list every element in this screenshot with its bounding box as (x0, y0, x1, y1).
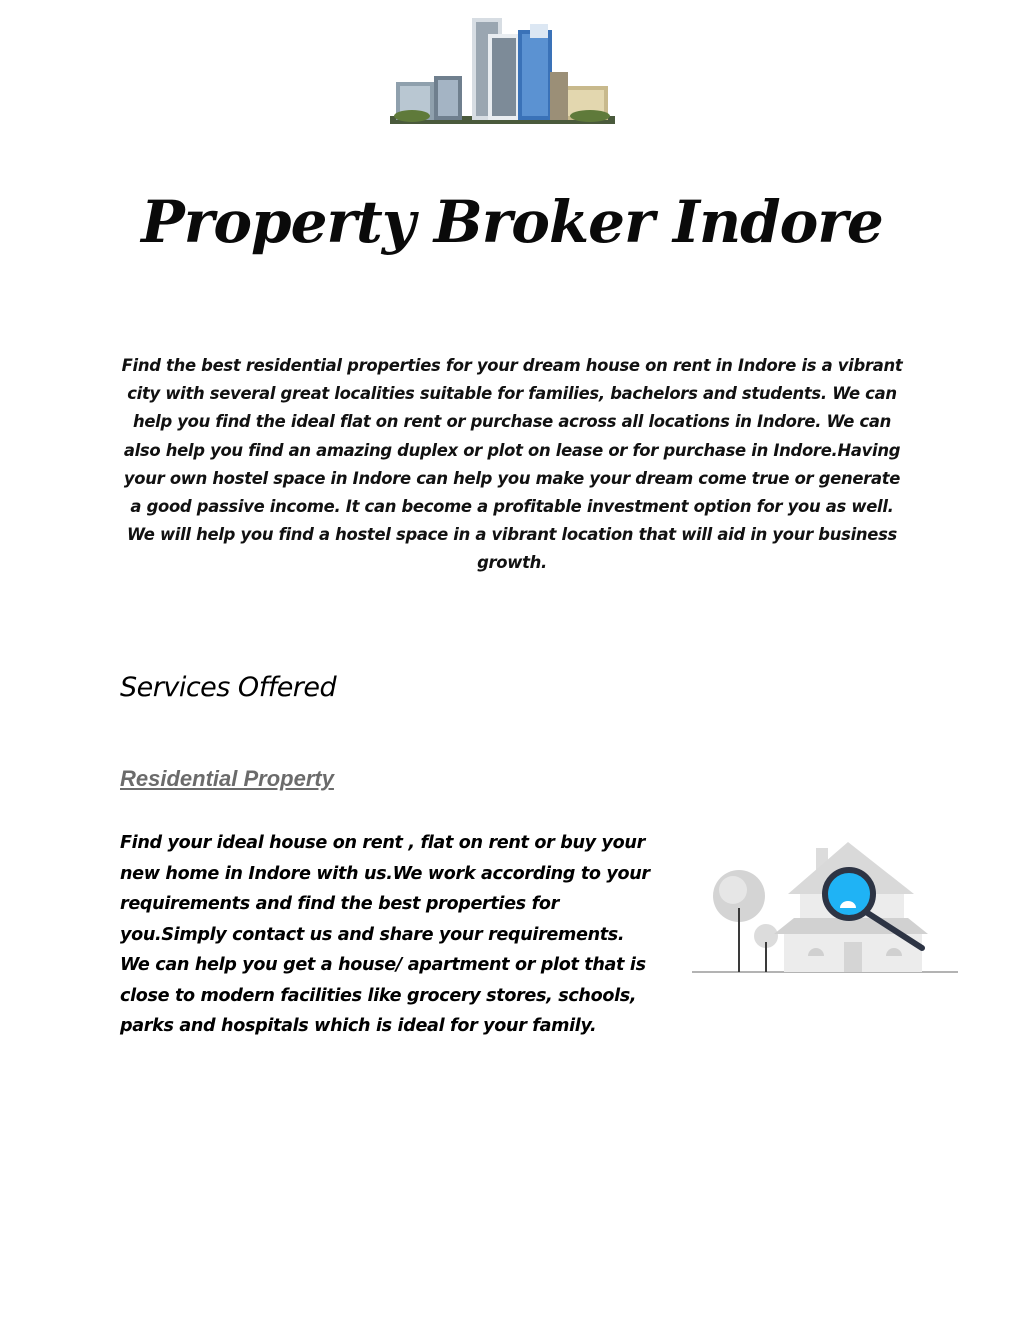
services-heading: Services Offered (120, 672, 337, 703)
service-title-residential[interactable]: Residential Property (120, 766, 334, 791)
service-description-residential: Find your ideal house on rent , flat on rent or buy your new home in Indore with us.We work according to your requirements and find the best properties for you.Simply contact us and share your requirements. We can help you get a house/ apartment or plot that is close to modern facilities like grocery stores, schools, parks and hospitals which is ideal for your family. (120, 833, 650, 1036)
house-search-icon (692, 838, 958, 978)
page-title: Property Broker Indore (141, 188, 883, 256)
intro-paragraph: Find the best residential properties for your dream house on rent in Indore is a vibrant city with several great localities suitable for families, bachelors and students. We can help you find the ideal flat on rent or purchase across all locations in Indore. We can also help you find an amazing duplex or plot on lease or for purchase in Indore.Having your own hostel space in Indore can help you make your dream come true or generate a good passive income. It can become a profitable investment option for you as well. We will help you find a hostel space in a vibrant location that will aid in your business growth. (121, 356, 903, 573)
city-buildings-icon (390, 12, 615, 124)
